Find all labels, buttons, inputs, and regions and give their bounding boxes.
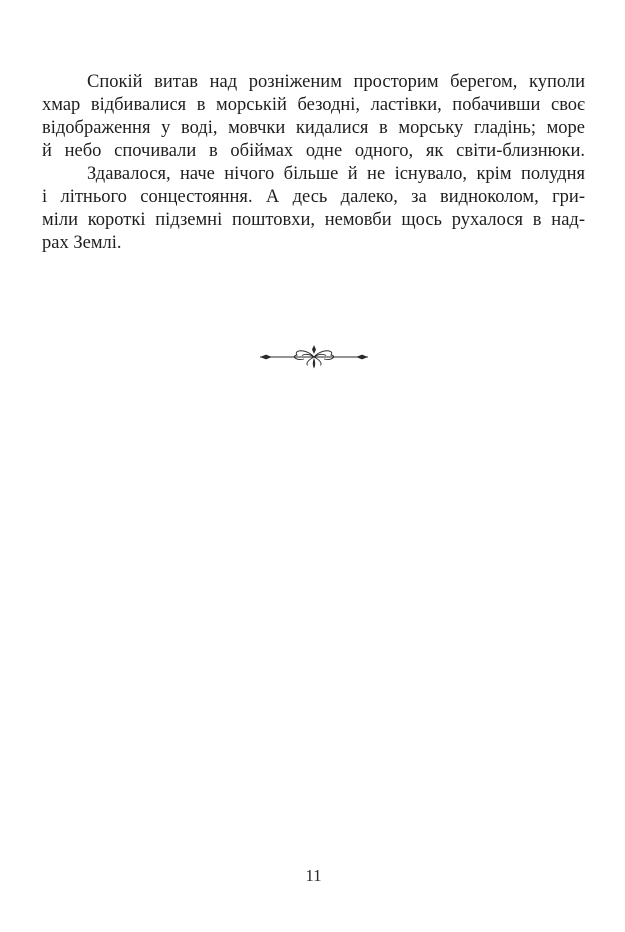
text-line: Спокій витав над розніженим просторим берегом, куполи	[87, 72, 585, 92]
section-divider	[42, 343, 585, 371]
text-line: Здавалося, наче нічого більше й не існувало, крім полудня	[87, 164, 585, 184]
text-line: міли короткі підземні поштовхи, немовби щось рухалося в над-	[42, 210, 585, 230]
paragraph	[42, 163, 585, 255]
text-line: і літнього сонцестояння. А десь далеко, за видноколом, гри-	[42, 187, 585, 207]
body-text	[42, 71, 585, 255]
text-line: хмар відбивалися в морській безодні, ластівки, побачивши своє	[42, 95, 585, 115]
text-line: рах Землі.	[42, 233, 122, 253]
text-line: відображення у воді, мовчки кидалися в морську гладінь; море	[42, 118, 585, 138]
paragraph	[42, 71, 585, 163]
fleuron-divider-icon	[259, 343, 369, 371]
page-number: 11	[305, 866, 322, 885]
text-line: й небо спочивали в обіймах одне одного, як світи-близнюки.	[42, 141, 585, 161]
